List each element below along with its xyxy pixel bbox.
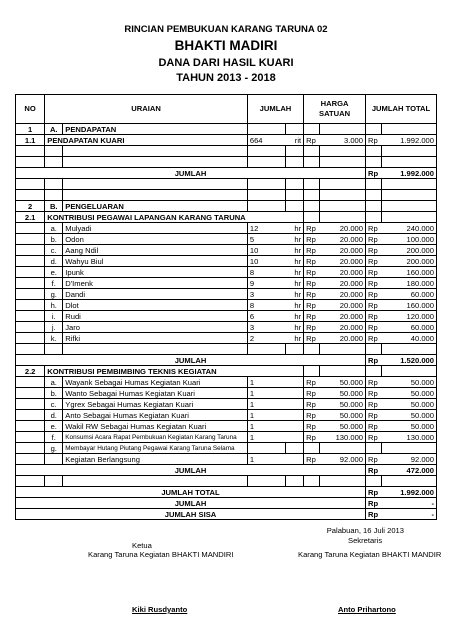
item-name: Kegiatan Berlangsung — [63, 454, 248, 465]
column-header-uraian: URAIAN — [45, 95, 248, 124]
empty-cell — [366, 443, 382, 454]
column-header-no: NO — [16, 95, 45, 124]
signature-right-organization: Karang Taruna Kegiatan BHAKTI MANDIR — [298, 550, 442, 559]
total-cell: 240.000 — [381, 223, 436, 234]
summary-row-jumlah-total — [16, 487, 437, 498]
unit-cell: hr — [286, 278, 304, 289]
summary-label: JUMLAH SISA — [16, 509, 366, 520]
item-name: Wakil RW Sebagai Humas Kegiatan Kuari — [63, 421, 248, 432]
empty-cell — [16, 278, 45, 289]
qty-cell: 8 — [247, 267, 285, 278]
unit-cell: hr — [286, 223, 304, 234]
rp-label: Rp — [304, 234, 320, 245]
ledger-table — [15, 94, 437, 520]
table-row-pegawai — [16, 234, 437, 245]
qty-cell: 2 — [247, 333, 285, 344]
item-letter: g. — [45, 443, 63, 454]
total-cell: 50.000 — [381, 399, 436, 410]
subtotal-row-pegawai — [16, 355, 437, 366]
empty-cell — [304, 366, 320, 377]
blank-row — [16, 190, 437, 201]
blank-row — [16, 344, 437, 355]
item-name: Membayar Hutang Piutang Pegawai Karang Taruna Selama — [63, 443, 248, 454]
total-cell: 200.000 — [381, 256, 436, 267]
empty-cell — [319, 443, 365, 454]
empty-cell — [286, 410, 304, 421]
total-cell: 160.000 — [381, 267, 436, 278]
rp-label: Rp — [304, 377, 320, 388]
row-number: 1.1 — [16, 135, 45, 146]
report-title-source: DANA DARI HASIL KUARI — [158, 57, 294, 69]
row-number: 2.1 — [16, 212, 45, 223]
item-letter: d. — [45, 256, 63, 267]
item-name: Ipunk — [63, 267, 248, 278]
price-cell: 50.000 — [319, 421, 365, 432]
total-cell: 50.000 — [381, 377, 436, 388]
table-row-pegawai — [16, 223, 437, 234]
blank-row — [16, 476, 437, 487]
empty-cell — [381, 443, 436, 454]
item-name: Wanto Sebagai Humas Kegiatan Kuari — [63, 388, 248, 399]
signature-right-name: Anto Prihartono — [338, 605, 396, 614]
empty-cell — [286, 344, 304, 355]
subtotal-row-pembimbing — [16, 465, 437, 476]
rp-label: Rp — [366, 399, 382, 410]
rp-label: Rp — [366, 267, 382, 278]
signature-left-organization: Karang Taruna Kegiatan BHAKTI MANDIRI — [88, 550, 234, 559]
item-letter: g. — [45, 289, 63, 300]
rp-label: Rp — [304, 289, 320, 300]
price-cell: 20.000 — [319, 278, 365, 289]
total-cell: 50.000 — [381, 388, 436, 399]
empty-cell — [286, 377, 304, 388]
empty-cell — [304, 443, 320, 454]
price-cell: 20.000 — [319, 322, 365, 333]
price-cell: 50.000 — [319, 388, 365, 399]
unit-cell: hr — [286, 245, 304, 256]
empty-cell — [63, 344, 248, 355]
section-title: PENGELUARAN — [63, 201, 248, 212]
subtotal-label: JUMLAH — [16, 168, 366, 179]
rp-label: Rp — [366, 432, 382, 443]
column-header-harga-satuan: HARGA SATUAN — [304, 95, 366, 124]
qty-cell: 5 — [247, 234, 285, 245]
subsection-row-pembimbing — [16, 366, 437, 377]
subtotal-label: JUMLAH — [16, 355, 366, 366]
summary-label: JUMLAH — [16, 498, 366, 509]
price-cell: 130.000 — [319, 432, 365, 443]
empty-cell — [247, 476, 285, 487]
total-cell: 40.000 — [381, 333, 436, 344]
column-header-jumlah: JUMLAH — [247, 95, 303, 124]
total-cell: 180.000 — [381, 278, 436, 289]
empty-cell — [16, 410, 45, 421]
empty-cell — [304, 344, 320, 355]
row-number: 2.2 — [16, 366, 45, 377]
item-name: Wayank Sebagai Humas Kegiatan Kuari — [63, 377, 248, 388]
qty-cell: 6 — [247, 311, 285, 322]
subtotal-label: JUMLAH — [16, 465, 366, 476]
qty-cell: 3 — [247, 289, 285, 300]
rp-label: Rp — [366, 135, 382, 146]
rp-label: Rp — [304, 311, 320, 322]
unit-cell: hr — [286, 234, 304, 245]
column-header-jumlah-total: JUMLAH TOTAL — [366, 95, 437, 124]
price-cell: 20.000 — [319, 256, 365, 267]
item-name: Rudi — [63, 311, 248, 322]
rp-label: Rp — [304, 399, 320, 410]
blank-row — [16, 179, 437, 190]
unit-cell: hr — [286, 289, 304, 300]
total-cell: 60.000 — [381, 322, 436, 333]
table-row-pembimbing — [16, 443, 437, 454]
table-row-pembimbing — [16, 454, 437, 465]
empty-cell — [16, 267, 45, 278]
signature-left-name: Kiki Rusdyanto — [132, 605, 188, 614]
table-row-pegawai — [16, 311, 437, 322]
empty-cell — [366, 366, 382, 377]
rp-label: Rp — [366, 454, 382, 465]
item-name: Jaro — [63, 322, 248, 333]
price-cell: 50.000 — [319, 410, 365, 421]
table-row-pembimbing — [16, 399, 437, 410]
rp-label: Rp — [366, 322, 382, 333]
rp-label: Rp — [366, 465, 382, 476]
item-letter: b. — [45, 234, 63, 245]
summary-row-jumlah — [16, 498, 437, 509]
empty-cell — [16, 234, 45, 245]
table-row-pegawai — [16, 256, 437, 267]
price-cell: 20.000 — [319, 223, 365, 234]
empty-cell — [16, 245, 45, 256]
row-number: 1 — [16, 124, 45, 135]
report-title-line-1: RINCIAN PEMBUKUAN KARANG TARUNA 02 — [124, 24, 328, 35]
rp-label: Rp — [304, 223, 320, 234]
table-row-pegawai — [16, 333, 437, 344]
empty-cell — [286, 399, 304, 410]
item-letter: h. — [45, 300, 63, 311]
price-cell: 20.000 — [319, 234, 365, 245]
item-letter: b. — [45, 388, 63, 399]
empty-cell — [16, 311, 45, 322]
signature-right-role: Sekretaris — [348, 536, 383, 545]
rp-label: Rp — [304, 432, 320, 443]
qty-cell: 8 — [247, 300, 285, 311]
total-cell: 50.000 — [381, 410, 436, 421]
price-cell: 20.000 — [319, 267, 365, 278]
empty-cell — [16, 476, 45, 487]
qty-cell: 10 — [247, 245, 285, 256]
total-cell: 120.000 — [381, 311, 436, 322]
unit-cell: hr — [286, 333, 304, 344]
item-name: Dandi — [63, 289, 248, 300]
total-cell: 50.000 — [381, 421, 436, 432]
summary-label: JUMLAH TOTAL — [16, 487, 366, 498]
price-cell: 20.000 — [319, 333, 365, 344]
item-letter: i. — [45, 311, 63, 322]
item-name: Wahyu Biul — [63, 256, 248, 267]
qty-cell: 3 — [247, 322, 285, 333]
rp-label: Rp — [366, 234, 382, 245]
empty-cell — [16, 454, 45, 465]
total-cell: 160.000 — [381, 300, 436, 311]
item-letter: a. — [45, 377, 63, 388]
empty-cell — [16, 300, 45, 311]
empty-cell — [45, 454, 63, 465]
rp-label: Rp — [366, 509, 382, 520]
blank-row — [16, 157, 437, 168]
table-body — [16, 124, 437, 520]
rp-label: Rp — [304, 278, 320, 289]
report-title-organization: BHAKTI MADIRI — [174, 38, 278, 53]
empty-cell — [286, 443, 304, 454]
rp-label: Rp — [366, 311, 382, 322]
rp-label: Rp — [366, 289, 382, 300]
item-name: Odon — [63, 234, 248, 245]
table-row-pegawai — [16, 278, 437, 289]
signature-place-date: Palabuan, 16 Juli 2013 — [326, 526, 404, 535]
empty-cell — [16, 344, 45, 355]
qty-cell: 1 — [247, 432, 285, 443]
section-row-pendapatan — [16, 124, 437, 135]
price-cell: 20.000 — [319, 245, 365, 256]
item-name: Rifki — [63, 333, 248, 344]
rp-label: Rp — [366, 223, 382, 234]
rp-label: Rp — [304, 388, 320, 399]
qty-cell: 9 — [247, 278, 285, 289]
empty-cell — [366, 476, 382, 487]
empty-cell — [366, 344, 382, 355]
subsection-title: KONTRIBUSI PEGAWAI LAPANGAN KARANG TARUNA — [45, 212, 304, 223]
rp-label: Rp — [304, 454, 320, 465]
price-cell: 3.000 — [319, 135, 365, 146]
total-cell: 130.000 — [381, 432, 436, 443]
table-row-pembimbing — [16, 421, 437, 432]
empty-cell — [381, 476, 436, 487]
empty-cell — [319, 344, 365, 355]
qty-cell: 1 — [247, 410, 285, 421]
item-letter: a. — [45, 223, 63, 234]
rp-label: Rp — [304, 267, 320, 278]
empty-cell — [286, 432, 304, 443]
empty-cell — [381, 366, 436, 377]
rp-label: Rp — [304, 333, 320, 344]
subtotal-value: 1.520.000 — [381, 355, 436, 366]
subsection-title: KONTRIBUSI PEMBIMBING TEKNIS KEGIATAN — [45, 366, 304, 377]
empty-cell — [286, 421, 304, 432]
summary-value: - — [381, 509, 436, 520]
rp-label: Rp — [304, 245, 320, 256]
total-cell: 200.000 — [381, 245, 436, 256]
rp-label: Rp — [304, 410, 320, 421]
item-letter: e. — [45, 421, 63, 432]
table-header-row — [16, 95, 437, 124]
qty-cell: 10 — [247, 256, 285, 267]
empty-cell — [16, 256, 45, 267]
price-cell: 50.000 — [319, 377, 365, 388]
rp-label: Rp — [366, 410, 382, 421]
subtotal-value: 1.992.000 — [381, 168, 436, 179]
item-letter: j. — [45, 322, 63, 333]
empty-cell — [286, 388, 304, 399]
summary-row-jumlah-sisa — [16, 509, 437, 520]
rp-label: Rp — [366, 498, 382, 509]
rp-label: Rp — [366, 256, 382, 267]
total-cell: 100.000 — [381, 234, 436, 245]
item-letter: k. — [45, 333, 63, 344]
empty-cell — [247, 443, 285, 454]
item-letter: f. — [45, 432, 63, 443]
table-row-pendapatan-kuari — [16, 135, 437, 146]
table-row-pegawai — [16, 267, 437, 278]
empty-cell — [45, 344, 63, 355]
table-row-pegawai — [16, 289, 437, 300]
empty-cell — [63, 476, 248, 487]
rp-label: Rp — [366, 300, 382, 311]
section-title: PENDAPATAN — [63, 124, 248, 135]
empty-cell — [247, 344, 285, 355]
rp-label: Rp — [304, 256, 320, 267]
empty-cell — [16, 377, 45, 388]
unit-cell: hr — [286, 256, 304, 267]
item-name: D'Imenk — [63, 278, 248, 289]
unit-cell: hr — [286, 267, 304, 278]
rp-label: Rp — [366, 355, 382, 366]
rp-label: Rp — [304, 135, 320, 146]
signature-left-role: Ketua — [132, 541, 152, 550]
table-row-pembimbing — [16, 377, 437, 388]
empty-cell — [286, 454, 304, 465]
qty-cell: 1 — [247, 399, 285, 410]
subtotal-row-pendapatan — [16, 168, 437, 179]
empty-cell — [16, 388, 45, 399]
item-name: Aang Ndil — [63, 245, 248, 256]
table-row-pegawai — [16, 245, 437, 256]
table-row-pembimbing — [16, 410, 437, 421]
row-label: PENDAPATAN KUARI — [45, 135, 248, 146]
subtotal-value: 472.000 — [381, 465, 436, 476]
section-letter: B. — [45, 201, 63, 212]
summary-value: - — [381, 498, 436, 509]
unit-cell: hr — [286, 300, 304, 311]
table-row-pegawai — [16, 322, 437, 333]
item-name: Anto Sebagai Humas Kegiatan Kuari — [63, 410, 248, 421]
empty-cell — [16, 443, 45, 454]
empty-cell — [16, 223, 45, 234]
rp-label: Rp — [366, 278, 382, 289]
unit-cell: rit — [286, 135, 304, 146]
rp-label: Rp — [366, 487, 382, 498]
empty-cell — [381, 344, 436, 355]
empty-cell — [286, 476, 304, 487]
rp-label: Rp — [304, 322, 320, 333]
item-name: Dlot — [63, 300, 248, 311]
table-row-pegawai — [16, 300, 437, 311]
total-cell: 92.000 — [381, 454, 436, 465]
empty-cell — [45, 476, 63, 487]
empty-cell — [16, 432, 45, 443]
rp-label: Rp — [366, 377, 382, 388]
section-row-pengeluaran — [16, 201, 437, 212]
price-cell: 92.000 — [319, 454, 365, 465]
item-letter: f. — [45, 278, 63, 289]
rp-label: Rp — [366, 333, 382, 344]
item-letter: c. — [45, 245, 63, 256]
price-cell: 50.000 — [319, 399, 365, 410]
summary-value: 1.992.000 — [381, 487, 436, 498]
unit-cell: hr — [286, 322, 304, 333]
blank-row — [16, 146, 437, 157]
price-cell: 20.000 — [319, 289, 365, 300]
subsection-row-pegawai — [16, 212, 437, 223]
empty-cell — [16, 333, 45, 344]
item-name: Mulyadi — [63, 223, 248, 234]
qty-cell: 664 — [247, 135, 285, 146]
table-row-pembimbing — [16, 432, 437, 443]
item-name: Konsumsi Acara Rapat Pembukuan Kegiatan Karang Taruna — [63, 432, 248, 443]
qty-cell: 1 — [247, 454, 285, 465]
empty-cell — [304, 476, 320, 487]
rp-label: Rp — [366, 168, 382, 179]
total-cell: 60.000 — [381, 289, 436, 300]
empty-cell — [16, 421, 45, 432]
qty-cell: 1 — [247, 388, 285, 399]
price-cell: 20.000 — [319, 300, 365, 311]
row-number: 2 — [16, 201, 45, 212]
qty-cell: 12 — [247, 223, 285, 234]
rp-label: Rp — [366, 388, 382, 399]
qty-cell: 1 — [247, 421, 285, 432]
rp-label: Rp — [304, 421, 320, 432]
item-letter: e. — [45, 267, 63, 278]
item-letter: d. — [45, 410, 63, 421]
qty-cell: 1 — [247, 377, 285, 388]
empty-cell — [16, 399, 45, 410]
empty-cell — [16, 322, 45, 333]
unit-cell: hr — [286, 311, 304, 322]
rp-label: Rp — [366, 421, 382, 432]
empty-cell — [319, 476, 365, 487]
section-letter: A. — [45, 124, 63, 135]
total-cell: 1.992.000 — [381, 135, 436, 146]
report-title-period: TAHUN 2013 - 2018 — [176, 72, 276, 84]
rp-label: Rp — [304, 300, 320, 311]
table-row-pembimbing — [16, 388, 437, 399]
empty-cell — [16, 289, 45, 300]
rp-label: Rp — [366, 245, 382, 256]
item-letter: c. — [45, 399, 63, 410]
empty-cell — [319, 366, 365, 377]
item-name: Ygrex Sebagai Humas Kegiatan Kuari — [63, 399, 248, 410]
price-cell: 20.000 — [319, 311, 365, 322]
